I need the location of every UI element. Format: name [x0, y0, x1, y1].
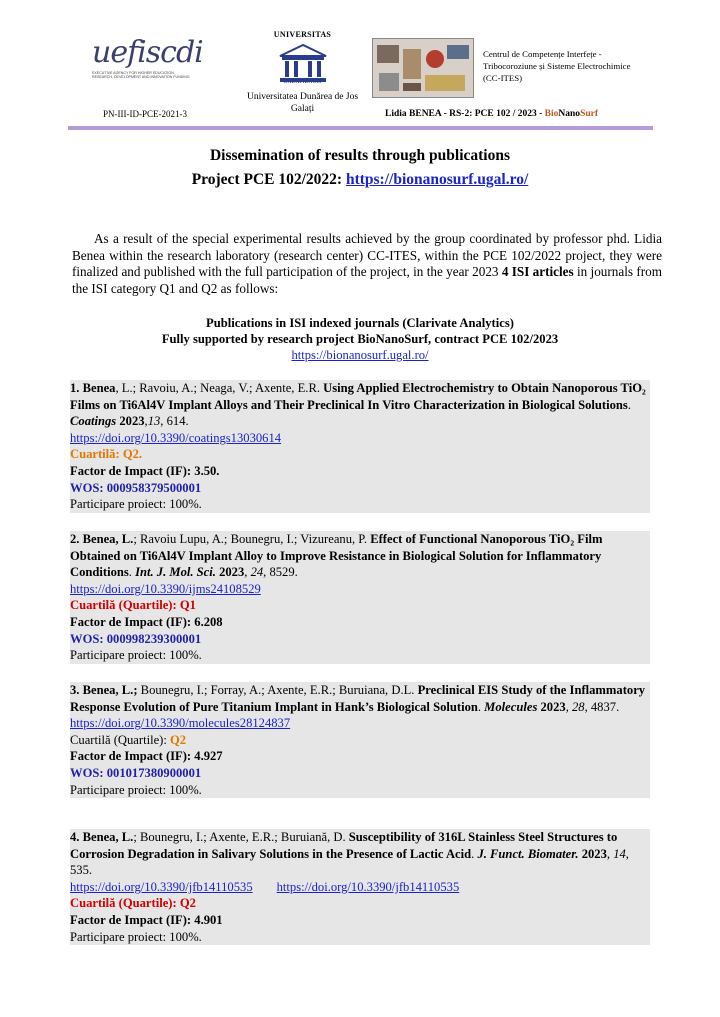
publication-year: 2023: [578, 846, 607, 861]
header-divider: [68, 126, 653, 130]
publication-quartile-value: Q2.: [122, 447, 143, 462]
publication-doi-row: [70, 430, 650, 447]
publication-entry: [70, 531, 650, 664]
publication-entry: [70, 380, 650, 513]
publication-quartile-label: Cuartilă (Quartile): Q2: [70, 896, 196, 911]
publication-doi-link[interactable]: https://doi.org/10.3390/jfb14110535: [276, 879, 460, 894]
publication-doi-link[interactable]: https://doi.org/10.3390/ijms24108529: [70, 581, 261, 596]
publication-doi-link[interactable]: https://doi.org/10.3390/jfb14110535: [70, 879, 253, 894]
publication-volume: , 28: [565, 699, 585, 714]
uefiscdi-logo: [92, 35, 203, 98]
publication-citation: [70, 531, 650, 581]
publication-journal: Coatings: [70, 414, 117, 429]
publication-first-author: Benea: [79, 381, 116, 395]
intro-paragraph: [72, 231, 662, 297]
publication-pages: , 535.: [70, 846, 629, 878]
uefiscdi-logo-tagline: EXECUTIVE AGENCY FOR HIGHER EDUCATION, RESEARCH, DEVELOPMENT AND INNOVATION FUNDING: [92, 71, 190, 79]
publication-impact-factor: Factor de Impact (IF): 6.208: [70, 614, 223, 629]
publication-number: 1.: [70, 381, 80, 395]
brand-bio: Bio: [544, 109, 559, 119]
publication-pages: , 4837.: [584, 699, 620, 714]
publication-citation: [70, 682, 650, 715]
publication-doi-row: [70, 879, 650, 896]
publication-quartile: [70, 446, 650, 463]
publication-quartile-value: Q2: [170, 732, 187, 747]
intro-end: in journals from the ISI category Q1 and Q2 as follows:: [72, 264, 662, 296]
uefiscdi-logo-text: uefiscdi: [92, 35, 203, 70]
publication-impact-factor: Factor de Impact (IF): 4.927: [70, 749, 223, 764]
publication-volume: , 14: [606, 846, 626, 861]
publication-participation: Participare proiect: 100%.: [70, 648, 202, 663]
publication-title: Effect of Functional Nanoporous TiO₂ Film Obtained on Ti6Al4V Implant Alloy to Improve Resistance in Biological Solution for Inflammatory Conditions: [70, 532, 603, 580]
publication-number: 2.: [70, 532, 80, 546]
publication-authors: Bounegru, I.; Forray, A.; Axente, E.R.; Buruiana, D.L.: [137, 683, 418, 697]
publication-journal: J. Funct. Biomater.: [477, 846, 579, 861]
publication-pages: , 8529.: [263, 565, 298, 580]
intro-bold: 4 ISI articles: [501, 264, 574, 279]
publication-authors: ; Bounegru, I.; Axente, E.R.; Buruiană, D.: [133, 830, 349, 844]
project-title-prefix: Project PCE 102/2022:: [191, 171, 346, 188]
publication-entry: [70, 829, 650, 945]
publication-pages: , 614.: [160, 414, 189, 429]
university-logo-top: UNIVERSITAS: [273, 30, 332, 39]
publication-quartile: [70, 895, 650, 912]
publication-quartile-label: Cuartilă (Quartile): Q1: [70, 598, 196, 613]
publication-title-end: .: [477, 699, 485, 714]
publication-participation: Participare proiect: 100%.: [70, 782, 202, 797]
section-url-link[interactable]: https://bionanosurf.ugal.ro/: [291, 348, 429, 362]
project-code: PN-III-ID-PCE-2021-3: [103, 109, 187, 119]
author-line-text: Lidia BENEA - RS-2: PCE 102 / 2023 -: [385, 109, 545, 119]
publication-entry: [70, 682, 650, 798]
publication-year: 2023: [537, 699, 566, 714]
project-title: [0, 170, 720, 190]
university-name: Universitatea Dunărea de Jos Galați: [246, 92, 359, 114]
section-subheading: Fully supported by research project BioNanoSurf, contract PCE 102/2023: [161, 332, 559, 346]
publication-journal: Int. J. Mol. Sci.: [135, 565, 216, 580]
publication-volume: ,13: [144, 414, 161, 429]
publication-wos: WOS: 000998239300001: [70, 631, 202, 646]
publication-doi-row: [70, 715, 650, 732]
publication-first-author: Benea, L.: [79, 830, 134, 844]
publication-number: 3.: [70, 683, 80, 697]
publication-volume: , 24: [244, 565, 264, 580]
publication-first-author: Benea, L.;: [79, 683, 138, 697]
publication-doi-link[interactable]: https://doi.org/10.3390/coatings13030614: [70, 430, 282, 445]
university-building-icon: [276, 42, 330, 84]
publication-quartile: [70, 597, 650, 614]
publication-year: 2023: [215, 565, 245, 580]
publication-quartile: [70, 732, 650, 749]
research-center-name: Centrul de Competențe Interfețe - Tribocoroziune și Sisteme Electrochimice (CC-ITES): [483, 49, 631, 83]
publication-authors: ; Ravoiu Lupu, A.; Bounegru, I.; Vizureanu, P.: [133, 532, 371, 546]
publication-citation: [70, 380, 650, 430]
publication-title-end: .: [471, 846, 478, 861]
university-logo: [240, 30, 365, 115]
publication-doi-link[interactable]: https://doi.org/10.3390/molecules28124837: [70, 716, 291, 731]
publication-title: Preclinical EIS Study of the Inflammatory Response Evolution of Pure Titanium Implant in Hank’s Biological Solution: [70, 683, 646, 714]
publication-journal: Molecules: [484, 699, 538, 714]
publication-participation: Participare proiect: 100%.: [70, 497, 202, 512]
publication-title-end: .: [128, 565, 136, 580]
publication-citation: [70, 829, 650, 879]
publication-quartile-label: Cuartilă (Quartile):: [70, 732, 171, 747]
laboratory-equipment-icon: [373, 39, 473, 97]
publication-participation: Participare proiect: 100%.: [70, 929, 202, 944]
publication-wos: WOS: 001017380900001: [70, 765, 202, 780]
publication-first-author: Benea, L.: [79, 532, 134, 546]
publication-title: Susceptibility of 316L Stainless Steel Structures to Corrosion Degradation in Salivary Solutions in the Presence of Lactic Acid: [70, 830, 618, 861]
publication-impact-factor: Factor de Impact (IF): 3.50.: [70, 463, 220, 478]
publication-impact-factor: Factor de Impact (IF): 4.901: [70, 912, 223, 927]
publication-quartile-label: Cuartilă:: [70, 447, 123, 462]
section-heading: Publications in ISI indexed journals (Clarivate Analytics): [206, 316, 514, 330]
section-link: [0, 347, 720, 363]
intro-text: As a result of the special experimental results achieved by the group coordinated by professor phd. Lidia Benea within the research laboratory (research center) CC-ITES, within the PCE 102/2022 project, they were finalized and published with the full participation of the project, in the year 2023: [72, 231, 662, 279]
publication-authors: , L.; Ravoiu, A.; Neaga, V.; Axente, E.R.: [115, 381, 324, 395]
publication-title: Using Applied Electrochemistry to Obtain Nanoporous TiO₂ Films on Ti6Al4V Implant Alloys and Their Preclinical In Vitro Characterization in Biological Solutions: [70, 381, 646, 412]
author-line: [385, 109, 598, 119]
project-url-link[interactable]: https://bionanosurf.ugal.ro/: [345, 171, 529, 188]
publication-number: 4.: [70, 830, 80, 844]
page-title: Dissemination of results through publications: [209, 147, 510, 164]
publication-title-end: .: [627, 397, 631, 412]
publication-wos: WOS: 000958379500001: [70, 480, 202, 495]
brand-surf: Surf: [580, 109, 599, 119]
publication-year: 2023: [116, 414, 145, 429]
laboratory-photo: [372, 38, 474, 98]
publication-doi-row: [70, 581, 650, 598]
brand-nano: Nano: [558, 109, 581, 119]
